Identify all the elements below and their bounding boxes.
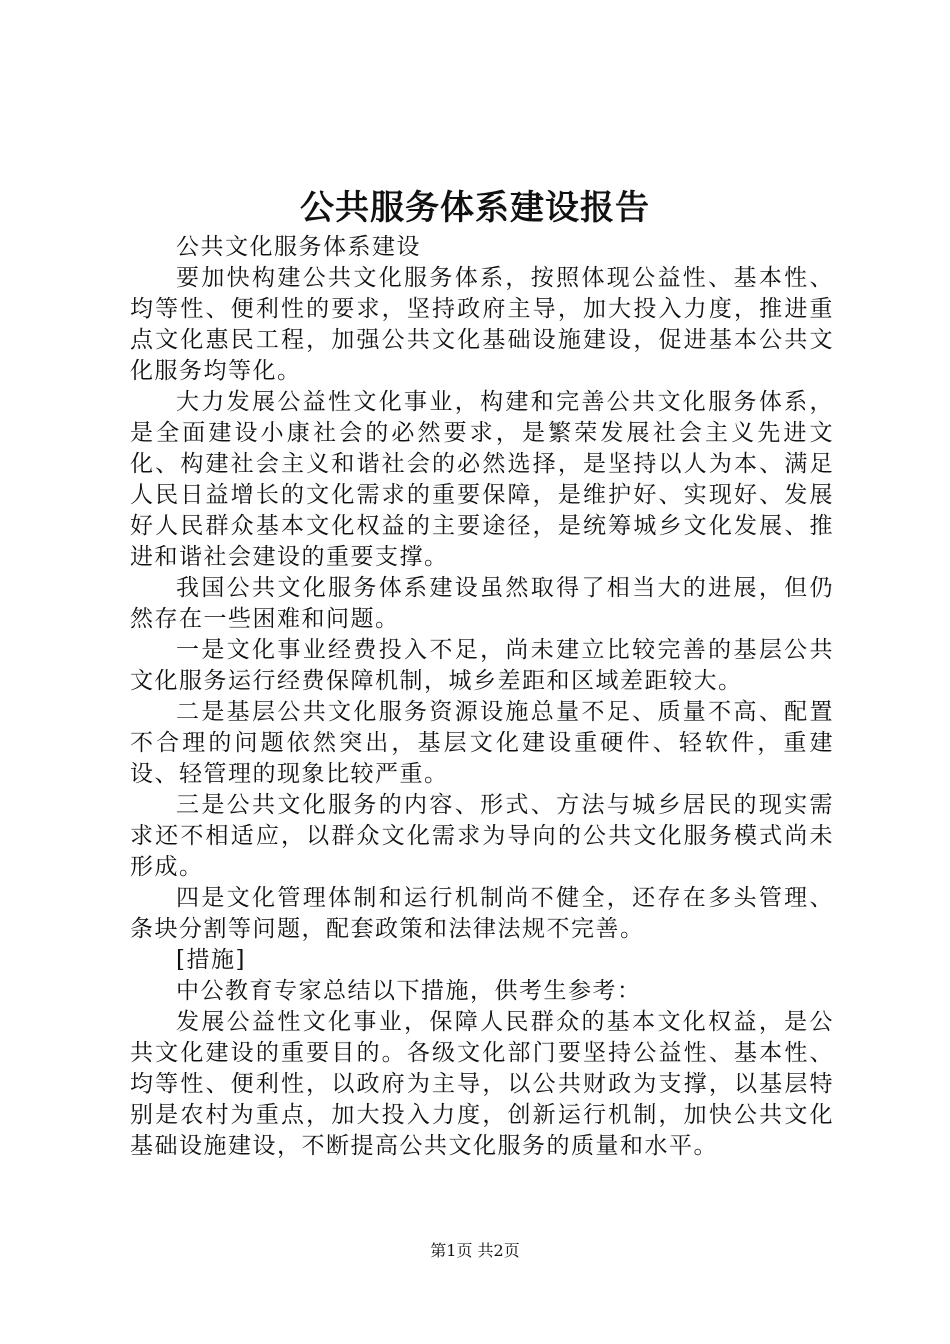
paragraph: 三是公共文化服务的内容、形式、方法与城乡居民的现实需求还不相适应，以群众文化需求为导向的公共文化服务模式尚未形成。 (130, 792, 834, 880)
page-number-footer: 第1页 共2页 (430, 1241, 520, 1260)
paragraph: 要加快构建公共文化服务体系，按照体现公益性、基本性、均等性、便利性的要求，坚持政府主导，加大投入力度，推进重点文化惠民工程，加强公共文化基础设施建设，促进基本公共文化服务均等化。 (130, 265, 834, 384)
document-body (130, 232, 834, 1162)
paragraph: 中公教育专家总结以下措施，供考生参考： (176, 978, 642, 1004)
paragraph: 一是文化事业经费投入不足，尚未建立比较完善的基层公共文化服务运行经费保障机制，城乡差距和区域差距较大。 (130, 637, 834, 694)
paragraph: 发展公益性文化事业，保障人民群众的基本文化权益，是公共文化建设的重要目的。各级文化部门要坚持公益性、基本性、均等性、便利性，以政府为主导，以公共财政为支撑，以基层特别是农村为重点，加大投入力度，创新运行机制，加快公共文化基础设施建设，不断提高公共文化服务的质量和水平。 (130, 1009, 834, 1159)
paragraph: 大力发展公益性文化事业，构建和完善公共文化服务体系，是全面建设小康社会的必然要求，是繁荣发展社会主义先进文化、构建社会主义和谐社会的必然选择，是坚持以人为本、满足人民日益增长的文化需求的重要保障，是维护好、实现好、发展好人民群众基本文化权益的主要途径，是统筹城乡文化发展、推进和谐社会建设的重要支撑。 (130, 389, 834, 570)
section-label-measures: [措施] (176, 947, 246, 973)
paragraph: 四是文化管理体制和运行机制尚不健全，还存在多头管理、条块分割等问题，配套政策和法律法规不完善。 (130, 885, 834, 942)
document-title: 公共服务体系建设报告 (300, 188, 650, 228)
paragraph: 二是基层公共文化服务资源设施总量不足、质量不高、配置不合理的问题依然突出，基层文化建设重硬件、轻软件，重建设、轻管理的现象比较严重。 (130, 699, 834, 787)
paragraph: 我国公共文化服务体系建设虽然取得了相当大的进展，但仍然存在一些困难和问题。 (130, 575, 834, 632)
paragraph-heading: 公共文化服务体系建设 (176, 234, 421, 260)
